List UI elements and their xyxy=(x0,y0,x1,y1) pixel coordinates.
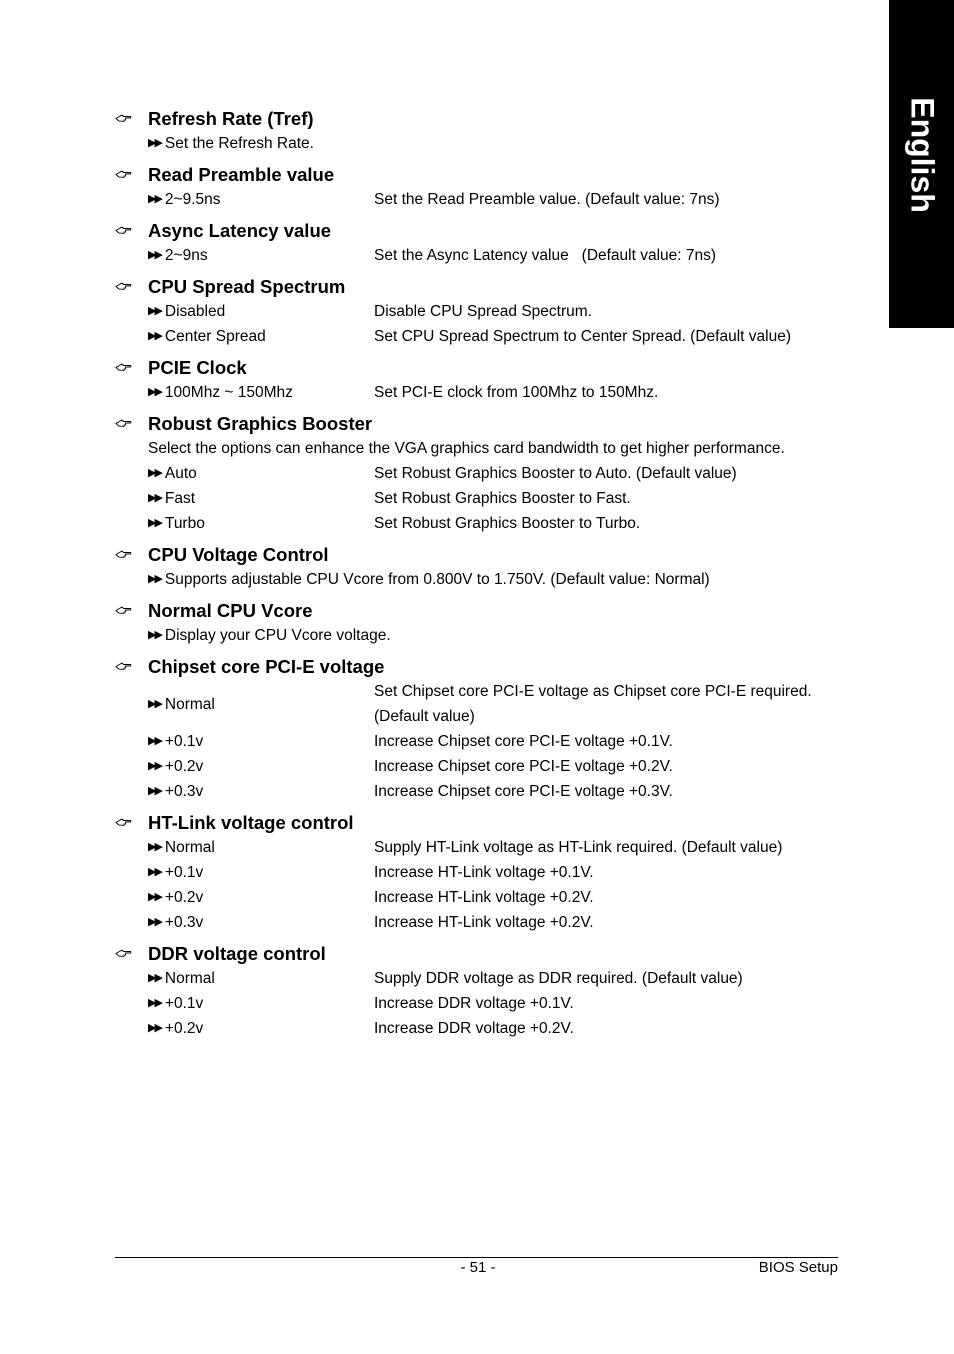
setting-heading xyxy=(115,162,840,187)
double-arrow-icon: ▶▶ xyxy=(148,735,161,747)
option-label xyxy=(148,885,374,910)
pointing-hand-icon xyxy=(115,362,148,373)
language-tab-label: English xyxy=(904,97,940,213)
option-row xyxy=(115,991,840,1016)
double-arrow-icon: ▶▶ xyxy=(148,997,161,1009)
option-row xyxy=(115,243,840,268)
option-label xyxy=(148,187,374,212)
option-value: Normal xyxy=(164,970,215,987)
option-value: Disabled xyxy=(164,303,226,320)
pointing-hand-icon xyxy=(115,418,148,429)
setting-section xyxy=(115,941,840,1041)
footer-section-name: BIOS Setup xyxy=(758,1259,838,1276)
option-label xyxy=(148,511,374,536)
setting-section xyxy=(115,810,840,935)
option-label xyxy=(148,299,374,324)
option-value: Supports adjustable CPU Vcore from 0.800V to 1.750V. (Default value: Normal) xyxy=(164,571,710,588)
setting-heading xyxy=(115,411,840,436)
option-value: +0.1v xyxy=(164,733,204,750)
double-arrow-icon: ▶▶ xyxy=(148,1022,161,1034)
double-arrow-icon: ▶▶ xyxy=(148,492,161,504)
option-row xyxy=(115,729,840,754)
option-description: Supply DDR voltage as DDR required. (Default value) xyxy=(374,970,743,987)
pointing-hand-icon xyxy=(115,225,148,236)
setting-section xyxy=(115,654,840,804)
setting-description: Select the options can enhance the VGA graphics card bandwidth to get higher performance. xyxy=(148,440,785,457)
option-value: Set the Refresh Rate. xyxy=(164,135,314,152)
setting-section xyxy=(115,106,840,156)
option-description: Set the Async Latency value (Default value: 7ns) xyxy=(374,247,717,264)
option-value: +0.2v xyxy=(164,1020,204,1037)
setting-heading xyxy=(115,106,840,131)
double-arrow-icon: ▶▶ xyxy=(148,891,161,903)
option-description: Increase DDR voltage +0.1V. xyxy=(374,995,574,1012)
page-number-text: - 51 - xyxy=(460,1259,496,1276)
option-label xyxy=(148,835,374,860)
pointing-hand-icon xyxy=(115,113,148,124)
double-arrow-icon: ▶▶ xyxy=(148,697,161,710)
option-row xyxy=(115,754,840,779)
setting-title: DDR voltage control xyxy=(148,943,326,964)
double-arrow-icon: ▶▶ xyxy=(148,866,161,878)
option-label xyxy=(148,623,840,648)
option-label xyxy=(148,486,374,511)
option-row xyxy=(115,779,840,804)
option-description: Supply HT-Link voltage as HT-Link required. (Default value) xyxy=(374,839,783,856)
setting-heading xyxy=(115,941,840,966)
pointing-hand-icon xyxy=(115,169,148,180)
option-value: Normal xyxy=(164,839,215,856)
option-row xyxy=(115,131,840,156)
pointing-hand-icon xyxy=(115,948,148,959)
option-value: +0.1v xyxy=(164,995,204,1012)
pointing-hand-icon xyxy=(115,817,148,828)
option-label xyxy=(148,1016,374,1041)
option-description: Increase HT-Link voltage +0.2V. xyxy=(374,889,594,906)
option-label xyxy=(148,461,374,486)
setting-section xyxy=(115,218,840,268)
setting-title: Async Latency value xyxy=(148,220,332,241)
option-row xyxy=(115,567,840,592)
double-arrow-icon: ▶▶ xyxy=(148,330,161,342)
option-row xyxy=(115,1016,840,1041)
option-description: Increase Chipset core PCI-E voltage +0.3V. xyxy=(374,783,673,800)
option-label xyxy=(148,679,374,729)
option-row xyxy=(115,835,840,860)
option-label xyxy=(148,966,374,991)
setting-heading xyxy=(115,355,840,380)
language-tab xyxy=(889,0,954,328)
option-description: Set Robust Graphics Booster to Turbo. xyxy=(374,515,641,532)
option-description: Set Robust Graphics Booster to Fast. xyxy=(374,490,631,507)
option-label xyxy=(148,380,374,405)
option-description: Increase Chipset core PCI-E voltage +0.2V. xyxy=(374,758,673,775)
setting-heading xyxy=(115,654,840,679)
option-label xyxy=(148,131,840,156)
option-description: Set the Read Preamble value. (Default value: 7ns) xyxy=(374,191,720,208)
pointing-hand-icon xyxy=(115,605,148,616)
option-description: Set CPU Spread Spectrum to Center Spread. (Default value) xyxy=(374,328,791,345)
option-label xyxy=(148,910,374,935)
double-arrow-icon: ▶▶ xyxy=(148,629,161,641)
option-value: Turbo xyxy=(164,515,205,532)
option-description: Increase HT-Link voltage +0.2V. xyxy=(374,914,594,931)
option-description: Set Chipset core PCI-E voltage as Chipset core PCI-E required. (Default value) xyxy=(374,683,812,725)
option-value: +0.3v xyxy=(164,914,204,931)
option-value: 2~9ns xyxy=(164,247,208,264)
option-label xyxy=(148,754,374,779)
double-arrow-icon: ▶▶ xyxy=(148,916,161,928)
pointing-hand-icon xyxy=(115,281,148,292)
option-description: Set PCI-E clock from 100Mhz to 150Mhz. xyxy=(374,384,659,401)
option-row xyxy=(115,910,840,935)
double-arrow-icon: ▶▶ xyxy=(148,573,161,585)
pointing-hand-icon xyxy=(115,661,148,672)
setting-title: Normal CPU Vcore xyxy=(148,600,313,621)
option-row xyxy=(115,623,840,648)
option-label xyxy=(148,729,374,754)
option-row xyxy=(115,966,840,991)
double-arrow-icon: ▶▶ xyxy=(148,467,161,479)
setting-section xyxy=(115,162,840,212)
setting-section xyxy=(115,598,840,648)
setting-heading xyxy=(115,810,840,835)
option-row xyxy=(115,324,840,349)
double-arrow-icon: ▶▶ xyxy=(148,841,161,853)
option-value: 2~9.5ns xyxy=(164,191,221,208)
setting-heading xyxy=(115,542,840,567)
option-row xyxy=(115,679,840,729)
double-arrow-icon: ▶▶ xyxy=(148,972,161,984)
setting-heading xyxy=(115,218,840,243)
option-value: Display your CPU Vcore voltage. xyxy=(164,627,391,644)
option-row xyxy=(115,380,840,405)
option-description: Increase HT-Link voltage +0.1V. xyxy=(374,864,594,881)
option-label xyxy=(148,860,374,885)
option-row xyxy=(115,885,840,910)
double-arrow-icon: ▶▶ xyxy=(148,193,161,205)
option-row xyxy=(115,299,840,324)
option-row xyxy=(115,486,840,511)
setting-title: PCIE Clock xyxy=(148,357,247,378)
option-label xyxy=(148,567,840,592)
double-arrow-icon: ▶▶ xyxy=(148,785,161,797)
setting-title: Robust Graphics Booster xyxy=(148,413,373,434)
option-description: Increase DDR voltage +0.2V. xyxy=(374,1020,574,1037)
option-value: +0.2v xyxy=(164,758,204,775)
option-value: Auto xyxy=(164,465,197,482)
double-arrow-icon: ▶▶ xyxy=(148,137,161,149)
setting-section xyxy=(115,411,840,536)
setting-title: Read Preamble value xyxy=(148,164,335,185)
option-description: Set Robust Graphics Booster to Auto. (Default value) xyxy=(374,465,737,482)
bios-settings-list xyxy=(115,100,840,1041)
double-arrow-icon: ▶▶ xyxy=(148,517,161,529)
option-value: +0.2v xyxy=(164,889,204,906)
setting-section xyxy=(115,542,840,592)
setting-title: Refresh Rate (Tref) xyxy=(148,108,314,129)
option-label xyxy=(148,243,374,268)
pointing-hand-icon xyxy=(115,549,148,560)
option-label xyxy=(148,991,374,1016)
double-arrow-icon: ▶▶ xyxy=(148,305,161,317)
option-value: +0.1v xyxy=(164,864,204,881)
option-row xyxy=(115,511,840,536)
setting-section xyxy=(115,355,840,405)
setting-section xyxy=(115,274,840,349)
option-label xyxy=(148,779,374,804)
option-description: Disable CPU Spread Spectrum. xyxy=(374,303,592,320)
option-value: Normal xyxy=(164,695,215,713)
setting-heading xyxy=(115,598,840,623)
double-arrow-icon: ▶▶ xyxy=(148,760,161,772)
setting-title: HT-Link voltage control xyxy=(148,812,354,833)
option-description: Increase Chipset core PCI-E voltage +0.1V. xyxy=(374,733,673,750)
option-value: +0.3v xyxy=(164,783,204,800)
double-arrow-icon: ▶▶ xyxy=(148,249,161,261)
double-arrow-icon: ▶▶ xyxy=(148,386,161,398)
setting-title: CPU Spread Spectrum xyxy=(148,276,346,297)
setting-heading xyxy=(115,274,840,299)
setting-title: Chipset core PCI-E voltage xyxy=(148,656,385,677)
option-value: 100Mhz ~ 150Mhz xyxy=(164,384,293,401)
option-label xyxy=(148,324,374,349)
setting-title: CPU Voltage Control xyxy=(148,544,329,565)
option-value: Center Spread xyxy=(164,328,266,345)
option-value: Fast xyxy=(164,490,196,507)
option-row xyxy=(115,461,840,486)
option-row xyxy=(115,187,840,212)
option-row xyxy=(115,860,840,885)
